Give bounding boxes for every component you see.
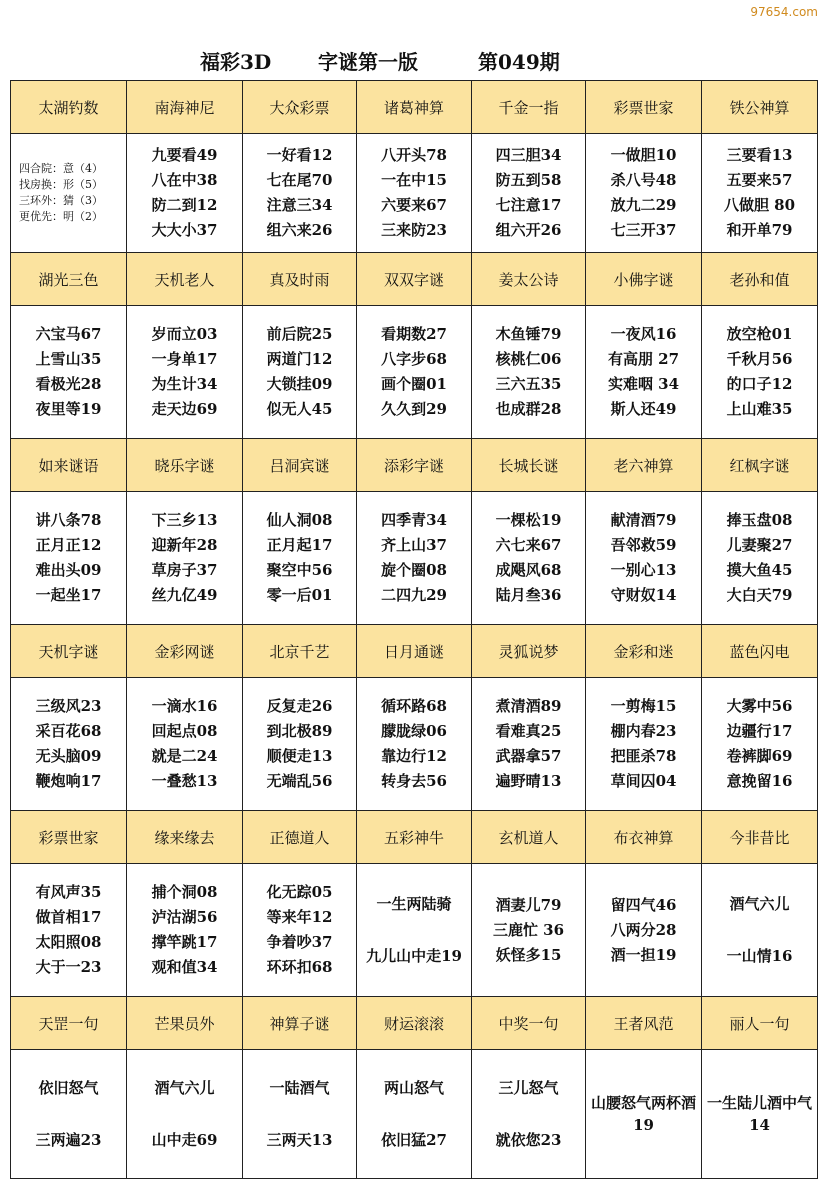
column-heading: 双双字谜 <box>357 253 472 306</box>
riddle-line: 酒妻儿79 <box>495 895 562 914</box>
riddle-lines <box>472 322 585 422</box>
column-heading: 财运滚滚 <box>357 997 472 1050</box>
riddle-cell <box>11 134 127 253</box>
riddle-cell <box>243 134 357 253</box>
column-heading: 红枫字谜 <box>702 439 818 492</box>
riddle-line: 防二到12 <box>151 196 218 214</box>
column-heading: 彩票世家 <box>586 81 702 134</box>
riddle-line: 八做胆 80 <box>723 196 796 214</box>
riddle-lines <box>127 322 242 422</box>
lottery-name: 福彩3D <box>200 50 272 74</box>
riddle-line: 零一后01 <box>266 586 333 604</box>
riddle-line: 看极光28 <box>35 375 102 393</box>
riddle-lines <box>11 880 126 980</box>
legend-line: 四合院：意（4） <box>19 162 103 175</box>
riddle-line: 斯人还49 <box>610 400 677 418</box>
riddle-lines <box>586 893 701 968</box>
riddle-line: 一身单17 <box>151 350 218 368</box>
column-heading: 诸葛神算 <box>357 81 472 134</box>
riddle-line: 献清酒79 <box>610 511 677 529</box>
riddle-line: 三来防23 <box>381 221 447 239</box>
riddle-line: 一在中15 <box>381 171 447 189</box>
column-heading: 长城长谜 <box>472 439 586 492</box>
riddle-line: 似无人45 <box>266 400 333 418</box>
column-heading: 缘来缘去 <box>127 811 243 864</box>
riddle-line: 三要看13 <box>726 146 793 164</box>
legend-note <box>11 161 126 225</box>
riddle-row <box>11 678 818 811</box>
riddle-line: 为生计34 <box>151 375 218 393</box>
riddle-line: 大大小37 <box>151 221 218 239</box>
riddle-lines <box>357 322 471 422</box>
riddle-line: 留四气46 <box>610 895 677 914</box>
riddle-line: 观和值34 <box>151 958 218 976</box>
riddle-cell <box>11 306 127 439</box>
edition-name: 字谜第一版 <box>318 50 418 74</box>
riddle-line: 八在中38 <box>151 171 218 189</box>
riddle-line: 大于一23 <box>35 958 102 976</box>
riddle-line: 摸大鱼45 <box>726 561 793 579</box>
riddle-line: 实难咽 34 <box>607 375 680 393</box>
riddle-line: 等来年12 <box>266 908 333 926</box>
riddle-cell <box>586 492 702 625</box>
riddle-line: 齐上山37 <box>381 536 447 554</box>
riddle-cell <box>586 306 702 439</box>
riddle-line: 无头脑09 <box>35 747 102 765</box>
riddle-lines <box>243 322 356 422</box>
column-heading: 玄机道人 <box>472 811 586 864</box>
riddle-cell <box>127 306 243 439</box>
riddle-line: 九要看49 <box>151 146 218 164</box>
riddle-lines <box>11 322 126 422</box>
riddle-line: 意挽留16 <box>726 772 793 790</box>
riddle-cell <box>357 492 472 625</box>
riddle-line: 仙人洞08 <box>266 511 333 529</box>
riddle-line: 太阳照08 <box>35 933 102 951</box>
riddle-cell <box>11 678 127 811</box>
riddle-cell <box>702 864 818 997</box>
section-header-row <box>11 253 818 306</box>
riddle-cell <box>127 864 243 997</box>
riddle-line: 儿妻聚27 <box>726 536 793 554</box>
riddle-line: 也成群28 <box>495 400 562 418</box>
riddle-line: 组六来26 <box>266 221 333 239</box>
legend-line: 三环外：猜（3） <box>19 194 103 207</box>
riddle-line: 正月起17 <box>266 536 333 554</box>
riddle-line: 七在尾70 <box>266 171 333 189</box>
riddle-line: 草房子37 <box>151 561 218 579</box>
riddle-line: 岁而立03 <box>151 325 218 343</box>
column-heading: 正德道人 <box>243 811 357 864</box>
riddle-line: 三儿怒气 <box>498 1079 559 1097</box>
riddle-lines <box>243 143 356 243</box>
riddle-line: 两山怒气 <box>383 1079 444 1097</box>
column-heading: 丽人一句 <box>702 997 818 1050</box>
riddle-line: 靠边行12 <box>381 747 447 765</box>
riddle-line: 循环路68 <box>381 697 447 715</box>
riddle-line: 一起坐17 <box>35 586 102 604</box>
riddle-line: 一山情16 <box>726 947 793 965</box>
riddle-lines <box>11 694 126 794</box>
riddle-line: 山中走69 <box>151 1131 218 1149</box>
riddle-cell <box>357 134 472 253</box>
riddle-line: 八两分28 <box>610 920 677 939</box>
riddle-lines <box>702 143 817 243</box>
riddle-row <box>11 1050 818 1179</box>
column-heading: 金彩网谜 <box>127 625 243 678</box>
riddle-line: 难出头09 <box>35 561 102 579</box>
riddle-cell <box>472 134 586 253</box>
riddle-line: 看期数27 <box>381 325 447 343</box>
column-heading: 天机老人 <box>127 253 243 306</box>
riddle-line: 一生两陆骑 <box>376 895 452 913</box>
riddle-line: 化无踪05 <box>266 883 333 901</box>
riddle-cell <box>586 864 702 997</box>
section-header-row <box>11 625 818 678</box>
riddle-table <box>10 80 818 1179</box>
riddle-line: 无端乱56 <box>266 772 333 790</box>
column-heading: 天机字谜 <box>11 625 127 678</box>
page-title <box>0 46 827 76</box>
section-header-row <box>11 811 818 864</box>
column-heading: 姜太公诗 <box>472 253 586 306</box>
section-header-row <box>11 439 818 492</box>
riddle-line: 三两遍23 <box>35 1131 102 1149</box>
riddle-line: 顺便走13 <box>266 747 333 765</box>
riddle-line: 七注意17 <box>495 196 562 214</box>
column-heading: 湖光三色 <box>11 253 127 306</box>
riddle-cell <box>472 864 586 997</box>
riddle-line: 转身去56 <box>381 772 447 790</box>
riddle-line: 一棵松19 <box>495 511 562 529</box>
riddle-lines <box>472 694 585 794</box>
riddle-cell <box>586 1050 702 1179</box>
column-heading: 灵狐说梦 <box>472 625 586 678</box>
riddle-line: 和开单79 <box>726 221 793 239</box>
riddle-line: 到北极89 <box>266 722 333 740</box>
riddle-lines <box>127 880 242 980</box>
riddle-line: 就依您23 <box>495 1131 562 1149</box>
riddle-lines <box>472 1062 585 1166</box>
riddle-line: 前后院25 <box>266 325 333 343</box>
riddle-line: 一滴水16 <box>151 697 218 715</box>
riddle-line: 五要来57 <box>726 171 793 189</box>
riddle-cell <box>11 492 127 625</box>
column-heading: 芒果员外 <box>127 997 243 1050</box>
riddle-line: 下三乡13 <box>151 511 218 529</box>
riddle-line: 酒气六儿 <box>154 1079 215 1097</box>
riddle-line: 依旧猛27 <box>381 1131 447 1149</box>
riddle-lines <box>127 143 242 243</box>
riddle-line: 有风声35 <box>35 883 102 901</box>
riddle-cell <box>702 134 818 253</box>
riddle-line: 四季青34 <box>381 511 447 529</box>
column-heading: 今非昔比 <box>702 811 818 864</box>
riddle-line: 就是二24 <box>151 747 218 765</box>
column-heading: 老孙和值 <box>702 253 818 306</box>
riddle-line: 九儿山中走19 <box>366 947 462 965</box>
riddle-lines <box>472 893 585 968</box>
riddle-line: 二四九29 <box>381 586 447 604</box>
riddle-line: 捧玉盘08 <box>726 511 793 529</box>
riddle-line: 酒气六儿 <box>729 895 790 913</box>
riddle-line: 旋个圈08 <box>381 561 447 579</box>
riddle-lines <box>357 508 471 608</box>
column-heading: 吕洞宾谜 <box>243 439 357 492</box>
riddle-line: 采百花68 <box>35 722 102 740</box>
riddle-line: 走天边69 <box>151 400 218 418</box>
column-heading: 王者风范 <box>586 997 702 1050</box>
riddle-cell <box>127 492 243 625</box>
riddle-lines <box>11 1062 126 1166</box>
column-heading: 蓝色闪电 <box>702 625 818 678</box>
column-heading: 神算子谜 <box>243 997 357 1050</box>
riddle-line: 杀八号48 <box>610 171 677 189</box>
riddle-line: 聚空中56 <box>266 561 333 579</box>
riddle-line: 朦胧绿06 <box>381 722 447 740</box>
riddle-cell <box>127 134 243 253</box>
riddle-cell <box>586 678 702 811</box>
riddle-line: 注意三34 <box>266 196 333 214</box>
riddle-line: 一陆酒气 <box>269 1079 330 1097</box>
riddle-line: 遍野晴13 <box>495 772 562 790</box>
riddle-line: 把匪杀78 <box>610 747 677 765</box>
riddle-cell <box>11 1050 127 1179</box>
riddle-line: 做首相17 <box>35 908 102 926</box>
column-heading: 天罡一句 <box>11 997 127 1050</box>
riddle-lines <box>357 694 471 794</box>
riddle-cell <box>127 1050 243 1179</box>
riddle-line: 六要来67 <box>381 196 447 214</box>
riddle-line: 放空枪01 <box>726 325 793 343</box>
riddle-line: 四三胆34 <box>495 146 562 164</box>
riddle-lines <box>472 508 585 608</box>
riddle-lines <box>357 143 471 243</box>
riddle-cell <box>11 864 127 997</box>
riddle-cell <box>472 1050 586 1179</box>
riddle-lines <box>586 143 701 243</box>
riddle-line: 八字步68 <box>381 350 447 368</box>
riddle-line: 丝九亿49 <box>151 586 218 604</box>
column-heading: 北京千艺 <box>243 625 357 678</box>
riddle-line: 正月正12 <box>35 536 102 554</box>
riddle-cell <box>357 1050 472 1179</box>
riddle-line: 陆月叁36 <box>495 586 562 604</box>
column-heading: 晓乐字谜 <box>127 439 243 492</box>
riddle-lines <box>702 694 817 794</box>
riddle-line: 武器拿57 <box>495 747 562 765</box>
legend-line: 更优先：明（2） <box>19 210 103 223</box>
riddle-line: 木鱼锤79 <box>495 325 562 343</box>
riddle-line: 防五到58 <box>495 171 562 189</box>
riddle-cell <box>243 678 357 811</box>
column-heading: 中奖一句 <box>472 997 586 1050</box>
riddle-line: 草间囚04 <box>610 772 677 790</box>
riddle-line: 依旧怒气 <box>38 1079 99 1097</box>
column-heading: 老六神算 <box>586 439 702 492</box>
riddle-line: 讲八条78 <box>35 511 102 529</box>
riddle-lines <box>11 508 126 608</box>
riddle-cell <box>243 492 357 625</box>
riddle-line: 千秋月56 <box>726 350 793 368</box>
riddle-cell <box>702 1050 818 1179</box>
riddle-lines <box>702 508 817 608</box>
riddle-line: 的口子12 <box>726 375 793 393</box>
riddle-line: 三鹿忙 36 <box>492 920 565 939</box>
riddle-lines <box>243 508 356 608</box>
section-header-row <box>11 997 818 1050</box>
riddle-line: 环环扣68 <box>266 958 333 976</box>
column-heading: 千金一指 <box>472 81 586 134</box>
riddle-line: 一好看12 <box>266 146 333 164</box>
site-watermark: 97654.com <box>747 4 821 20</box>
column-heading: 布衣神算 <box>586 811 702 864</box>
riddle-line: 吾邻救59 <box>610 536 677 554</box>
riddle-line: 一别心13 <box>610 561 677 579</box>
riddle-lines <box>243 1062 356 1166</box>
riddle-line: 大白天79 <box>726 586 793 604</box>
riddle-lines <box>702 878 817 982</box>
riddle-cell <box>472 492 586 625</box>
issue-number: 第049期 <box>478 50 560 74</box>
riddle-row <box>11 134 818 253</box>
riddle-lines <box>586 322 701 422</box>
riddle-line: 泸沽湖56 <box>151 908 218 926</box>
riddle-line: 边疆行17 <box>726 722 793 740</box>
column-heading: 彩票世家 <box>11 811 127 864</box>
column-heading: 真及时雨 <box>243 253 357 306</box>
riddle-lines <box>586 508 701 608</box>
column-heading: 小佛字谜 <box>586 253 702 306</box>
riddle-lines <box>472 143 585 243</box>
riddle-line: 撑竿跳17 <box>151 933 218 951</box>
riddle-line: 大雾中56 <box>726 697 793 715</box>
riddle-lines <box>357 878 471 982</box>
riddle-lines <box>243 694 356 794</box>
riddle-cell <box>472 306 586 439</box>
column-heading: 太湖钓数 <box>11 81 127 134</box>
riddle-row <box>11 306 818 439</box>
riddle-line: 六七来67 <box>495 536 562 554</box>
column-heading: 大众彩票 <box>243 81 357 134</box>
riddle-line: 卷裤脚69 <box>726 747 793 765</box>
riddle-lines <box>127 1062 242 1166</box>
riddle-lines <box>127 508 242 608</box>
riddle-cell <box>243 864 357 997</box>
riddle-line: 三六五35 <box>495 375 562 393</box>
section-header-row <box>11 81 818 134</box>
riddle-cell <box>702 678 818 811</box>
riddle-line: 三级风23 <box>35 697 102 715</box>
riddle-cell <box>702 306 818 439</box>
riddle-cell <box>243 1050 357 1179</box>
legend-line: 找房换：形（5） <box>19 178 103 191</box>
column-heading: 如来谜语 <box>11 439 127 492</box>
column-heading: 日月通谜 <box>357 625 472 678</box>
riddle-cell <box>472 678 586 811</box>
riddle-cell <box>357 306 472 439</box>
riddle-line: 一叠愁13 <box>151 772 218 790</box>
riddle-cell <box>127 678 243 811</box>
riddle-line: 反复走26 <box>266 697 333 715</box>
riddle-line: 酒一担19 <box>610 945 677 964</box>
riddle-lines <box>702 322 817 422</box>
column-heading: 金彩和迷 <box>586 625 702 678</box>
riddle-line: 山腰怒气两杯酒19 <box>590 1094 696 1134</box>
riddle-line: 一做胆10 <box>610 146 677 164</box>
riddle-cell <box>243 306 357 439</box>
riddle-row <box>11 492 818 625</box>
riddle-line: 一剪梅15 <box>610 697 677 715</box>
riddle-line: 放九二29 <box>610 196 677 214</box>
riddle-line: 组六开26 <box>495 221 562 239</box>
column-heading: 五彩神牛 <box>357 811 472 864</box>
riddle-line: 一夜风16 <box>610 325 677 343</box>
riddle-line: 上山难35 <box>726 400 793 418</box>
riddle-line: 夜里等19 <box>35 400 102 418</box>
riddle-line: 看难真25 <box>495 722 562 740</box>
riddle-line: 迎新年28 <box>151 536 218 554</box>
riddle-line: 鞭炮响17 <box>35 772 102 790</box>
riddle-cell <box>702 492 818 625</box>
riddle-lines <box>243 880 356 980</box>
riddle-lines <box>586 694 701 794</box>
riddle-line: 有高朋 27 <box>607 350 680 368</box>
column-heading: 添彩字谜 <box>357 439 472 492</box>
riddle-line: 核桃仁06 <box>495 350 562 368</box>
riddle-line: 大锁挂09 <box>266 375 333 393</box>
column-heading: 南海神尼 <box>127 81 243 134</box>
riddle-line: 成飓风68 <box>495 561 562 579</box>
riddle-line: 煮清酒89 <box>495 697 562 715</box>
riddle-line: 棚内春23 <box>610 722 677 740</box>
riddle-line: 妖怪多15 <box>495 945 562 964</box>
riddle-cell <box>586 134 702 253</box>
riddle-cell <box>357 864 472 997</box>
riddle-line: 捕个洞08 <box>151 883 218 901</box>
riddle-line: 画个圈01 <box>381 375 447 393</box>
riddle-lines <box>357 1062 471 1166</box>
riddle-line: 久久到29 <box>381 400 447 418</box>
riddle-line: 八开头78 <box>381 146 447 164</box>
riddle-line: 七三开37 <box>610 221 677 239</box>
riddle-line: 六宝马67 <box>35 325 102 343</box>
riddle-lines <box>127 694 242 794</box>
riddle-line: 一生陆儿酒中气14 <box>706 1094 812 1134</box>
riddle-line: 两道门12 <box>266 350 333 368</box>
riddle-row <box>11 864 818 997</box>
column-heading: 铁公神算 <box>702 81 818 134</box>
riddle-cell <box>357 678 472 811</box>
riddle-line: 守财奴14 <box>610 586 677 604</box>
riddle-line: 上雪山35 <box>35 350 102 368</box>
riddle-line: 三两天13 <box>266 1131 333 1149</box>
riddle-line: 回起点08 <box>151 722 218 740</box>
riddle-line: 争着吵37 <box>266 933 333 951</box>
